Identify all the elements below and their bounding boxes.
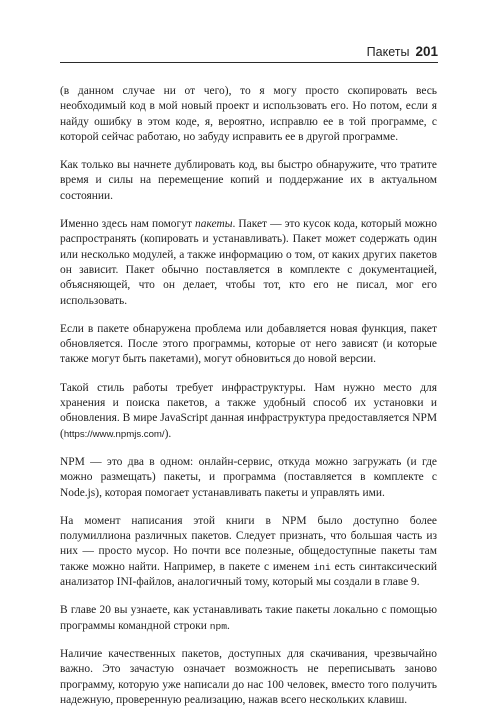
paragraph-3-text-a: Именно здесь нам помогут <box>60 218 196 231</box>
paragraph-8-text-a: В главе 20 вы узнаете, как устанавливать такие пакеты локально с помощью программы командной строки <box>60 604 437 632</box>
paragraph-4: Если в пакете обнаружена проблема или добавляется новая функция, пакет обновляется. После этого программы, которые от него зависят (и которые также могут быть пакетами), могут обновиться до новой версии. <box>60 322 437 366</box>
paragraph-1: (в данном случае ни от чего), то я могу просто скопировать весь необходимый код в мой новый проект и использовать его. Но потом, если я найду ошибку в этом коде, я, вероятно, исправлю ее в той программе, с которой сейчас работаю, но забуду исправить ее в другой программе. <box>60 85 437 143</box>
paragraph-3-text-b: . Пакет — это кусок кода, который можно распространять (копировать и устанавливать). Пакет может содержать один или несколько модулей, а также информацию о том, от каких других пакетов он зависит. Пакет обычно поставляется в комплекте с документацией, объясняющей, что он делает, чтобы тот, кто его не писал, мог его использовать. <box>60 218 437 307</box>
paragraph-3 <box>60 217 437 309</box>
paragraph-6: NPM — это два в одном: онлайн-сервис, откуда можно загружать (и где можно размещать) пакеты, и программа (поставляется в комплекте с Node.js), которая помогает устанавливать пакеты и управлять ими. <box>60 455 437 499</box>
npm-url: https://www.npmjs.com/ <box>63 428 165 440</box>
section-title: Пакеты <box>366 45 410 59</box>
paragraph-5-text-b: ). <box>164 427 172 440</box>
paragraph-8-text-b: . <box>227 619 230 632</box>
paragraph-2: Как только вы начнете дублировать код, вы быстро обнаружите, что тратите время и силы на перемещение копий и поддержание их в актуальном состоянии. <box>60 159 437 202</box>
paragraph-5-text-a: Такой стиль работы требует инфраструктуры. Нам нужно место для хранения и поиска пакетов, а также удобный способ их установки и обновления. В мире JavaScript данная инфраструктура предоставляется NPM ( <box>60 381 437 440</box>
code-npm: npm <box>209 620 228 632</box>
term-packages: пакеты <box>195 218 233 231</box>
paragraph-7-text-a: На момент написания этой книги в NPM было доступно более полумиллиона различных пакетов. Следует признать, что большая часть из них — просто мусор. Но почти все полезные, общедоступные пакеты там также можно найти. Например, в пакете с именем <box>60 514 437 573</box>
page-body <box>60 84 437 721</box>
paragraph-5 <box>60 381 437 442</box>
header-right <box>367 44 438 59</box>
paragraph-7 <box>60 514 437 590</box>
paragraph-7-text-b: есть синтаксический анализатор INI-файлов, аналогичный тому, который мы создали в главе 9. <box>60 560 437 589</box>
paragraph-9: Наличие качественных пакетов, доступных для скачивания, чрезвычайно важно. Это зачастую означает возможность не переписывать заново программу, которую уже написали до нас 100 человек, вместо того получить надежную, проверенную реализацию, нажав всего нескольких клавиш. <box>60 647 437 706</box>
code-ini: ini <box>313 561 331 573</box>
page-number: 201 <box>415 44 438 59</box>
running-header <box>60 38 438 63</box>
paragraph-8 <box>60 603 437 634</box>
